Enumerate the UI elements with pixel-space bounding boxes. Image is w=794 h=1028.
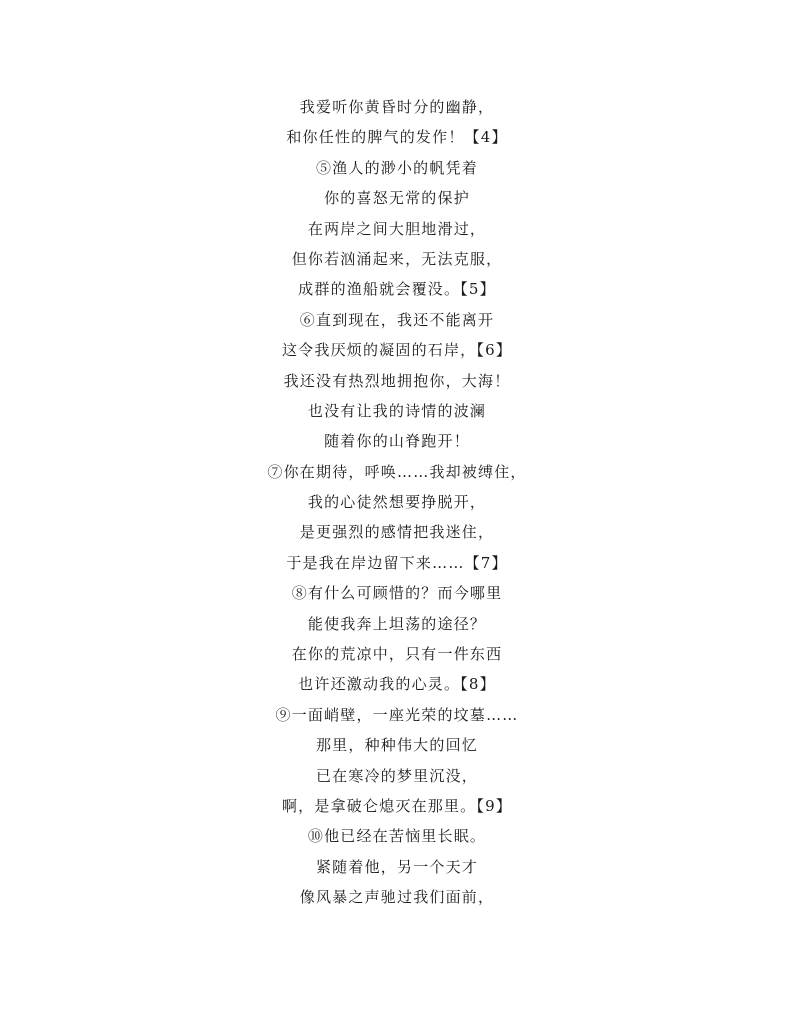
poem-line: 于是我在岸边留下来……【7】 [286, 553, 508, 572]
poem-line: 在两岸之间大胆地滑过， [307, 219, 487, 238]
poem-line: ⑧有什么可顾惜的？而今哪里 [291, 584, 503, 603]
poem-line: ⑩他已经在苦恼里长眠。 [307, 827, 487, 846]
poem-line: 在你的荒凉中，只有一件东西 [291, 645, 503, 664]
poem-line: 我还没有热烈地拥抱你，大海！ [283, 371, 511, 390]
poem-line: 那里，种种伟大的回忆 [315, 736, 478, 755]
poem-line: 随着你的山脊跑开！ [324, 432, 470, 451]
poem-line: 能使我奔上坦荡的途径？ [307, 614, 487, 633]
poem-line: 但你若汹涌起来，无法克服， [291, 249, 503, 268]
poem-line: 成群的渔船就会覆没。【5】 [298, 280, 496, 299]
poem-line: 是更强烈的感情把我迷住， [299, 523, 495, 542]
poem-line: 已在寒冷的梦里沉没， [315, 766, 478, 785]
poem-line: 我的心徒然想要挣脱开， [307, 493, 487, 512]
poem-line: 紧随着他，另一个天才 [315, 857, 478, 876]
poem-line: ⑤渔人的渺小的帆凭着 [315, 158, 478, 177]
poem-line: 啊，是拿破仑熄灭在那里。【9】 [281, 796, 513, 815]
poem-line: 和你任性的脾气的发作！【4】 [286, 128, 508, 147]
poem-line: ⑥直到现在，我还不能离开 [299, 310, 495, 329]
poem-line: 我爱听你黄昏时分的幽静， [299, 98, 495, 116]
poem-line: 也没有让我的诗情的波澜 [307, 401, 487, 420]
poem-line: 你的喜怒无常的保护 [324, 189, 470, 208]
poem-line: ⑨一面峭壁，一座光荣的坟墓…… [275, 705, 519, 724]
poem-line: 像风暴之声驰过我们面前， [299, 888, 495, 907]
poem-page [0, 92, 794, 913]
poem-line: 也许还激动我的心灵。【8】 [298, 675, 496, 694]
poem-line: 这令我厌烦的凝固的石岸，【6】 [281, 341, 513, 360]
poem-line: ⑦你在期待，呼唤……我却被缚住， [267, 462, 527, 481]
